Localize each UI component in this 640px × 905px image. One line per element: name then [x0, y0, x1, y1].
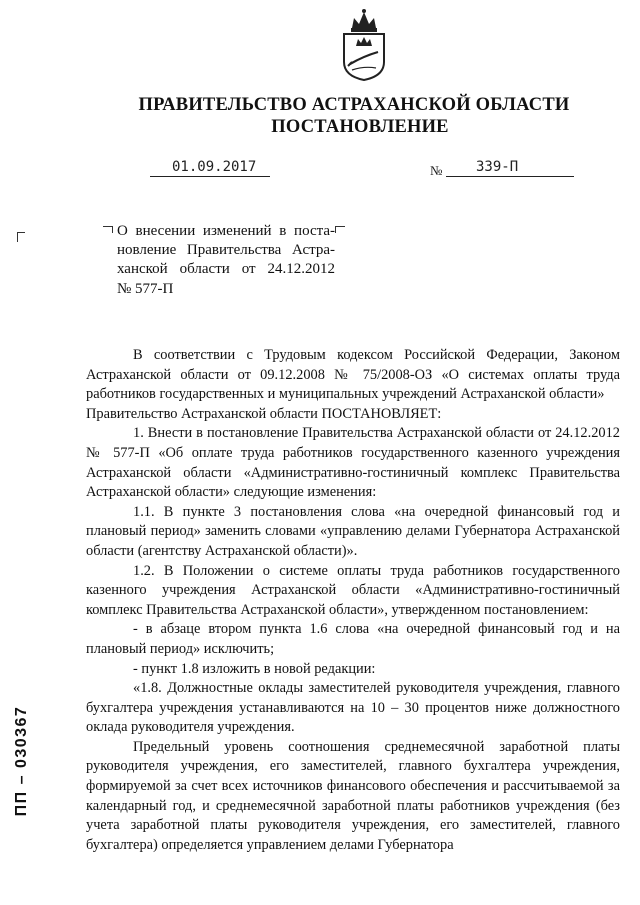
document-number: 339-П [476, 159, 519, 175]
paragraph: - пункт 1.8 изложить в новой редакции: [133, 660, 376, 677]
title-line: О внесении изменений в поста- [117, 223, 335, 239]
title-bracket-right [335, 226, 345, 233]
serial-number: ПП – 030367 [13, 705, 30, 817]
number-underline [446, 176, 574, 177]
paragraph: В соответствии с Трудовым кодексом Российской Федерации, Законом Астраханской области от 09.12.2008 № 75/2008-ОЗ «О системах оплаты труда работников государственных и муниципальных учреждений Астраханской области» [86, 347, 620, 403]
paragraph: «1.8. Должностные оклады заместителей руководителя учреждения, главного бухгалтера учреждения устанавливаются на 10 – 30 процентов ниже должностного оклада руководителя учреждения. [86, 680, 620, 736]
government-name: ПРАВИТЕЛЬСТВО АСТРАХАНСКОЙ ОБЛАСТИ [138, 95, 570, 115]
document-title [117, 222, 335, 299]
number-sign: № [430, 163, 443, 178]
title-line: № 577-П [117, 280, 174, 297]
paragraph: 1. Внести в постановление Правительства Астраханской области от 24.12.2012 № 577-П «Об оплате труда работников государственного казенного учреждения Астраханской области «Административно-гостиничный комплекс Правительства Астраханской области» следующие изменения: [86, 425, 620, 501]
document-body [86, 346, 620, 855]
paragraph: 1.1. В пункте 3 постановления слова «на очередной финансовый год и плановый период» заменить словами «управлению делами Губернатора Астраханской области (агентству Астраханской области)». [86, 503, 620, 559]
title-bracket-left [103, 226, 113, 233]
document-date: 01.09.2017 [172, 159, 257, 175]
document-type: ПОСТАНОВЛЕНИЕ [271, 117, 449, 137]
paragraph: Правительство Астраханской области ПОСТАНОВЛЯЕТ: [86, 405, 442, 422]
title-line: новление Правительства Астра- [117, 242, 335, 259]
date-underline [150, 176, 270, 177]
paragraph: 1.2. В Положении о системе оплаты труда работников государственного казенного учреждения Астраханской области «Административно-гостиничный комплекс Правительства Астраханской области», утвержденном постановлением: [86, 562, 620, 618]
paragraph: Предельный уровень соотношения среднемесячной заработной платы руководителя учреждения, его заместителей, главного бухгалтера учреждения, формируемой за счет всех источников финансового обеспечения и рассчитываемой за календарный год, и среднемесячной заработной платы работников учреждения (без учета заработной платы руководителя учреждения, его заместителей, главного бухгалтера) определяется управлением делами Губернатора [86, 738, 620, 853]
astrakhan-coat-of-arms-icon [338, 6, 390, 82]
corner-mark [17, 232, 25, 242]
serial-stamp [10, 686, 34, 836]
title-line: ханской области от 24.12.2012 [117, 261, 335, 278]
paragraph: - в абзаце втором пункта 1.6 слова «на очередной финансовый год и на плановый период» исключить; [86, 621, 620, 657]
